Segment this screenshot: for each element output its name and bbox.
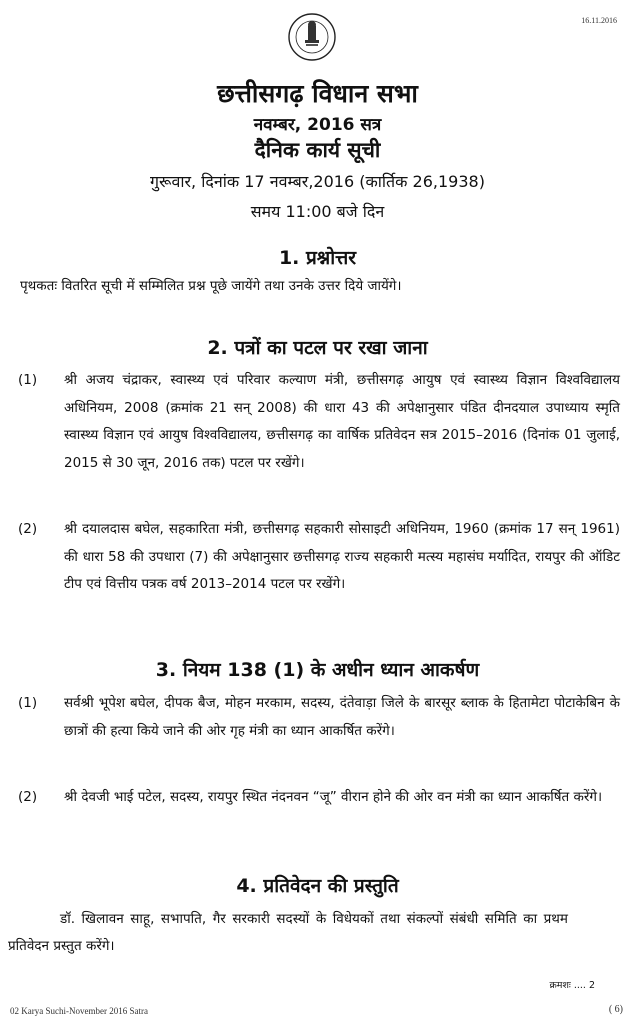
day-date-line: गुरूवार, दिनांक 17 नवम्बर,2016 (कार्तिक 26,1938) [150,172,485,191]
print-date: 16.11.2016 [581,16,617,25]
item-number: (2) [18,521,38,537]
item-text: सर्वश्री भूपेश बघेल, दीपक बैज, मोहन मरकाम, सदस्य, दंतेवाड़ा जिले के बारसूर ब्लाक के हितामेटा पोटाकेबिन के छात्रों की हत्या किये जाने की ओर गृह मंत्री का ध्यान आकर्षित करेंगे। [64,695,620,739]
section-1-text: पृथकतः वितरित सूची में सम्मिलित प्रश्न पूछे जायेंगे तथा उनके उत्तर दिये जायेंगे। [20,278,402,294]
continued-marker: क्रमशः .... 2 [549,980,595,991]
page-number: ( 6) [608,1004,623,1015]
item-number: (1) [18,695,38,711]
emblem-seal-icon [287,12,337,62]
item-text: श्री अजय चंद्राकर, स्वास्थ्य एवं परिवार कल्याण मंत्री, छत्तीसगढ़ आयुष एवं स्वास्थ्य विज्ञान विश्वविद्यालय अधिनियम, 2008 (क्रमांक 21 सन् 2008) की धारा 43 की अपेक्षानुसार पंडित दीनदयाल उपाध्याय स्मृति स्वास्थ्य विज्ञान एवं आयुष विश्वविद्यालय, छत्तीसगढ़ का वार्षिक प्रतिवेदन सत्र 2015–2016 (दिनांक 01 जुलाई, 2015 से 30 जून, 2016 तक) पटल पर रखेंगे। [64,372,620,471]
section-2-heading: 2. पत्रों का पटल पर रखा जाना [207,337,428,359]
section-4-heading: 4. प्रतिवेदन की प्रस्तुति [236,875,399,897]
section-1-heading: 1. प्रश्नोत्तर [278,247,357,269]
item-text: श्री देवजी भाई पटेल, सदस्य, रायपुर स्थित नंदनवन “जू” वीरान होने की ओर वन मंत्री का ध्यान आकर्षित करेंगे। [64,789,603,805]
item-text: श्री दयालदास बघेल, सहकारिता मंत्री, छत्तीसगढ़ सहकारी सोसाइटी अधिनियम, 1960 (क्रमांक 17 सन् 1961) की धारा 58 की उपधारा (7) की अपेक्षानुसार छत्तीसगढ़ राज्य सहकारी मत्स्य महासंघ मर्यादित, रायपुर की ऑडिट टीप एवं वित्तीय पत्रक वर्ष 2013–2014 पटल पर रखेंगे। [64,521,620,592]
item-number: (2) [18,789,38,805]
daily-agenda-title: दैनिक कार्य सूची [254,138,381,162]
section-3-heading: 3. नियम 138 (1) के अधीन ध्यान आकर्षण [155,659,480,681]
footer-file-name: 02 Karya Suchi-November 2016 Satra [10,1006,148,1016]
item-number: (1) [18,372,38,388]
session-line: नवम्बर, 2016 सत्र [253,115,382,135]
time-line: समय 11:00 बजे दिन [250,202,385,221]
assembly-title: छत्तीसगढ़ विधान सभा [217,79,418,108]
section-4-text: डॉ. खिलावन साहू, सभापति, गैर सरकारी सदस्यों के विधेयकों तथा संकल्पों संबंधी समिति का प्रथम प्रतिवेदन प्रस्तुत करेंगे। [8,911,568,954]
